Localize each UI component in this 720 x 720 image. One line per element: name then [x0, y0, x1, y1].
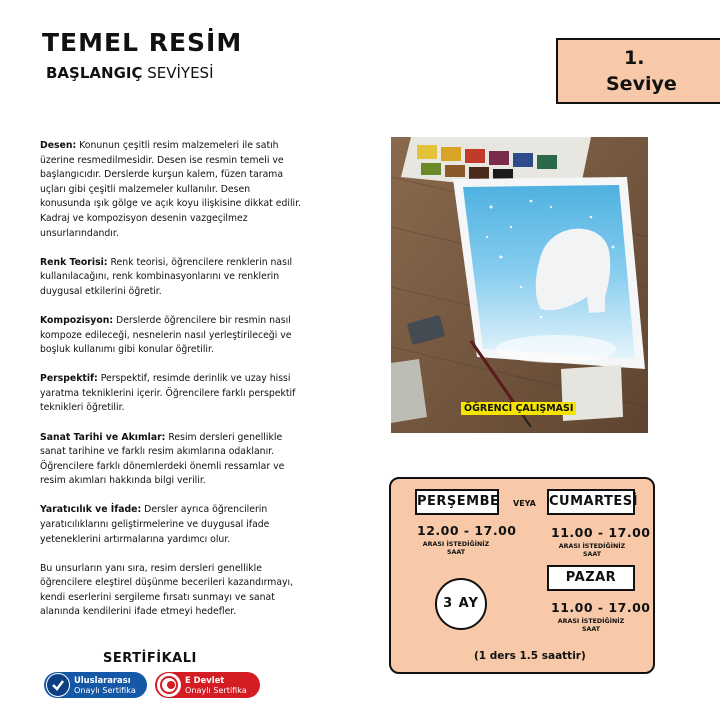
section-body: Resim dersleri genellikle sanat tarihine ve farklı resim akımlarına odaklanır. Öğrencilere farklı dönemlerdeki önemli ressamlar ve resim akımları hakkında bilgi verilir.: [40, 431, 285, 487]
note-persembe: ARASI İSTEDİĞİNİZ SAAT: [422, 541, 490, 556]
badge-line1: E Devlet: [185, 675, 225, 685]
level-box: [556, 38, 720, 104]
badge-line2: Onaylı Sertifika: [74, 685, 136, 695]
badge-line1: Uluslararası: [74, 675, 131, 685]
section-body: Renk teorisi, öğrencilere renklerin nasıl kullanılacağını, renk kombinasyonlarını ve renklerin duygusal etkilerini öğretir.: [40, 256, 293, 297]
time-cumartesi: 11.00 - 17.00: [551, 525, 651, 540]
or-label: VEYA: [513, 499, 536, 508]
section-heading: Kompozisyon:: [40, 314, 114, 326]
section-body: Derslerde öğrencilere bir resmin nasıl kompoze edileceği, nesnelerin nasıl yerleştirileceği ve boşluk kullanımı gibi konular öğretilir.: [40, 314, 292, 356]
section-body: Bu unsurların yanı sıra, resim dersleri genellikle öğrencilere eleştirel düşünme becerileri kazandırmayı, kendi eserlerini sergileme fırsatı sunmayı ve sanat alanında kendilerini ifade etmeyi hedefler.: [40, 562, 294, 618]
student-work-photo: [391, 137, 648, 433]
section-heading: Desen:: [40, 140, 77, 151]
section-heading: Yaratıcılık ve İfade:: [40, 504, 142, 516]
page-title: TEMEL RESİM: [42, 28, 243, 57]
e-devlet-certificate-badge: [155, 672, 260, 698]
subtitle-bold: BAŞLANGIÇ: [46, 64, 143, 82]
description-text: [40, 139, 302, 635]
check-icon: [46, 673, 70, 697]
day-pazar: PAZAR: [547, 565, 635, 591]
section-sanat-tarihi: [40, 431, 302, 489]
level-label: Seviye: [606, 73, 677, 95]
time-persembe: 12.00 - 17.00: [417, 523, 517, 538]
duration-badge: 3 AY: [435, 578, 487, 630]
section-perspektif: [40, 372, 302, 416]
note-pazar: ARASI İSTEDİĞİNİZ SAAT: [557, 618, 625, 633]
schedule-panel: [389, 477, 655, 674]
section-heading: Perspektif:: [40, 373, 98, 385]
certificate-title: SERTİFİKALI: [103, 651, 197, 666]
section-body: Dersler ayrıca öğrencilerin yaratıcılıklarını geliştirmelerine ve duygusal ifade yeteneklerini artırmalarına yardımcı olur.: [40, 504, 270, 545]
section-yaraticilik: [40, 503, 302, 547]
page-subtitle: [46, 64, 214, 82]
section-desen: [40, 139, 302, 241]
section-closing: [40, 562, 302, 620]
day-cumartesi: CUMARTESİ: [547, 489, 635, 515]
e-devlet-logo-icon: [157, 673, 181, 697]
student-work-badge: ÖĞRENCİ ÇALIŞMASI: [461, 402, 576, 415]
subtitle-rest: SEVİYESİ: [142, 64, 214, 82]
watercolor-painting-image: [391, 137, 648, 433]
note-cumartesi: ARASI İSTEDİĞİNİZ SAAT: [558, 543, 626, 558]
section-kompozisyon: [40, 314, 302, 358]
section-renk-teorisi: [40, 256, 302, 300]
day-persembe: PERŞEMBE: [415, 489, 499, 515]
section-body: Konunun çeşitli resim malzemeleri ile satıh üzerine resmedilmesidir. Desen ise resmin temeli ve başlangıcıdır. Derslerde kurşun kalem, füzen tarama uçları gibi çeşitli malzemeler kullanılır. Desen konusunda ışık gölge ve açık koyu ilişkisine dikkat edilir. Kadraj ve kompozisyon desenin vazgeçilmez unsurlarındandır.: [40, 140, 302, 239]
section-heading: Renk Teorisi:: [40, 256, 108, 268]
section-heading: Sanat Tarihi ve Akımlar:: [40, 431, 166, 443]
section-body: Perspektif, resimde derinlik ve uzay hissi yaratma tekniklerini içerir. Öğrencilere farklı perspektif teknikleri öğretilir.: [40, 373, 296, 414]
badge-line2: Onaylı Sertifika: [185, 685, 247, 695]
time-pazar: 11.00 - 17.00: [551, 600, 651, 615]
level-number: 1.: [624, 47, 645, 69]
lesson-duration-note: (1 ders 1.5 saattir): [474, 650, 586, 662]
international-certificate-badge: [44, 672, 147, 698]
